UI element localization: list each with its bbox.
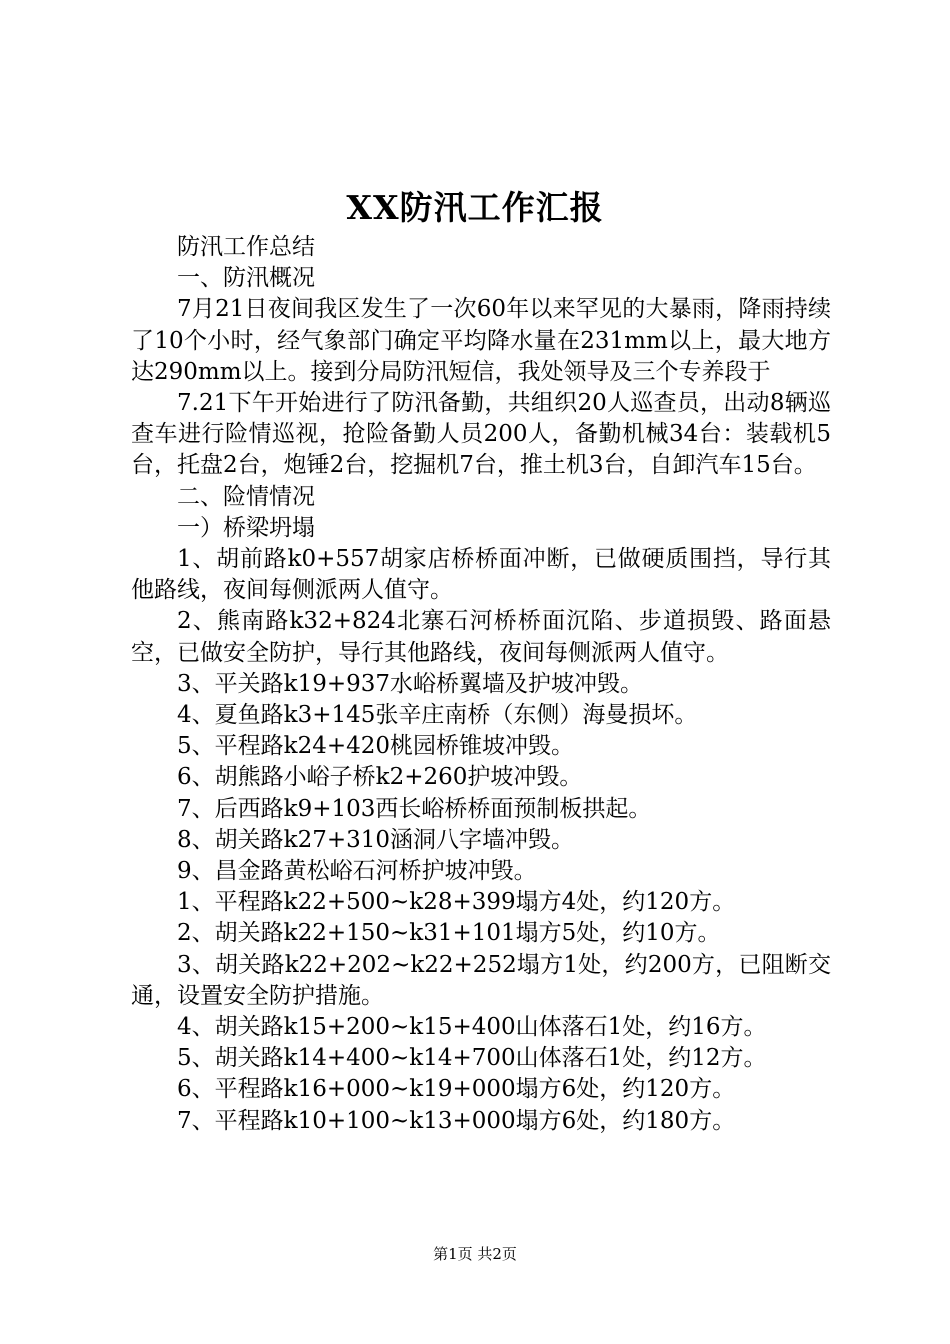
list-item: 3、平关路k19+937水峪桥翼墙及护坡冲毁。 [177, 670, 644, 697]
list-item: 6、平程路k16+000~k19+000塌方6处，约120方。 [177, 1076, 736, 1103]
list-item: 7、后西路k9+103西长峪桥桥面预制板拱起。 [177, 795, 652, 822]
page-number-footer: 第1页 共2页 [433, 1245, 517, 1263]
paragraph-standby: 7.21下午开始进行了防汛备勤，共组织20人巡查员，出动8辆巡查车进行险情巡视，抢险备勤人员200人，备勤机械34台：装载机5台，托盘2台，炮锤2台，挖掘机7台，推土机3台，自卸汽车15台。 [131, 390, 831, 479]
paragraph-overview: 7月21日夜间我区发生了一次60年以来罕见的大暴雨，降雨持续了10个小时，经气象部门确定平均降水量在231mm以上，最大地方达290mm以上。接到分局防汛短信，我处领导及三个专养段于 [131, 296, 831, 385]
list-item: 6、胡熊路小峪子桥k2+260护坡冲毁。 [177, 764, 583, 791]
list-item: 1、胡前路k0+557胡家店桥桥面冲断，已做硬质围挡，导行其他路线，夜间每侧派两人值守。 [131, 546, 831, 604]
list-item: 2、胡关路k22+150~k31+101塌方5处，约10方。 [177, 920, 721, 947]
list-item: 1、平程路k22+500~k28+399塌方4处，约120方。 [177, 889, 736, 916]
document-body [131, 232, 831, 1137]
list-item: 4、胡关路k15+200~k15+400山体落石1处，约16方。 [177, 1014, 767, 1041]
list-item: 4、夏鱼路k3+145张辛庄南桥（东侧）海曼损坏。 [177, 702, 698, 729]
paragraph-subsection-bridge: 一）桥梁坍塌 [177, 514, 315, 541]
paragraph-summary-heading: 防汛工作总结 [177, 234, 315, 260]
list-item: 2、熊南路k32+824北寨石河桥桥面沉陷、步道损毁、路面悬空，已做安全防护，导行其他路线，夜间每侧派两人值守。 [131, 608, 831, 666]
paragraph-section-1-heading: 一、防汛概况 [177, 265, 315, 292]
document-title: XX防汛工作汇报 [346, 188, 604, 227]
list-item: 9、昌金路黄松峪石河桥护坡冲毁。 [177, 858, 537, 885]
list-item: 7、平程路k10+100~k13+000塌方6处，约180方。 [177, 1107, 736, 1134]
list-item: 8、胡关路k27+310涵洞八字墙冲毁。 [177, 826, 575, 853]
list-item: 5、胡关路k14+400~k14+700山体落石1处，约12方。 [177, 1045, 767, 1072]
paragraph-section-2-heading: 二、险情情况 [177, 483, 315, 510]
list-item: 5、平程路k24+420桃园桥锥坡冲毁。 [177, 733, 575, 760]
list-item: 3、胡关路k22+202~k22+252塌方1处，约200方，已阻断交通，设置安全防护措施。 [131, 951, 831, 1009]
